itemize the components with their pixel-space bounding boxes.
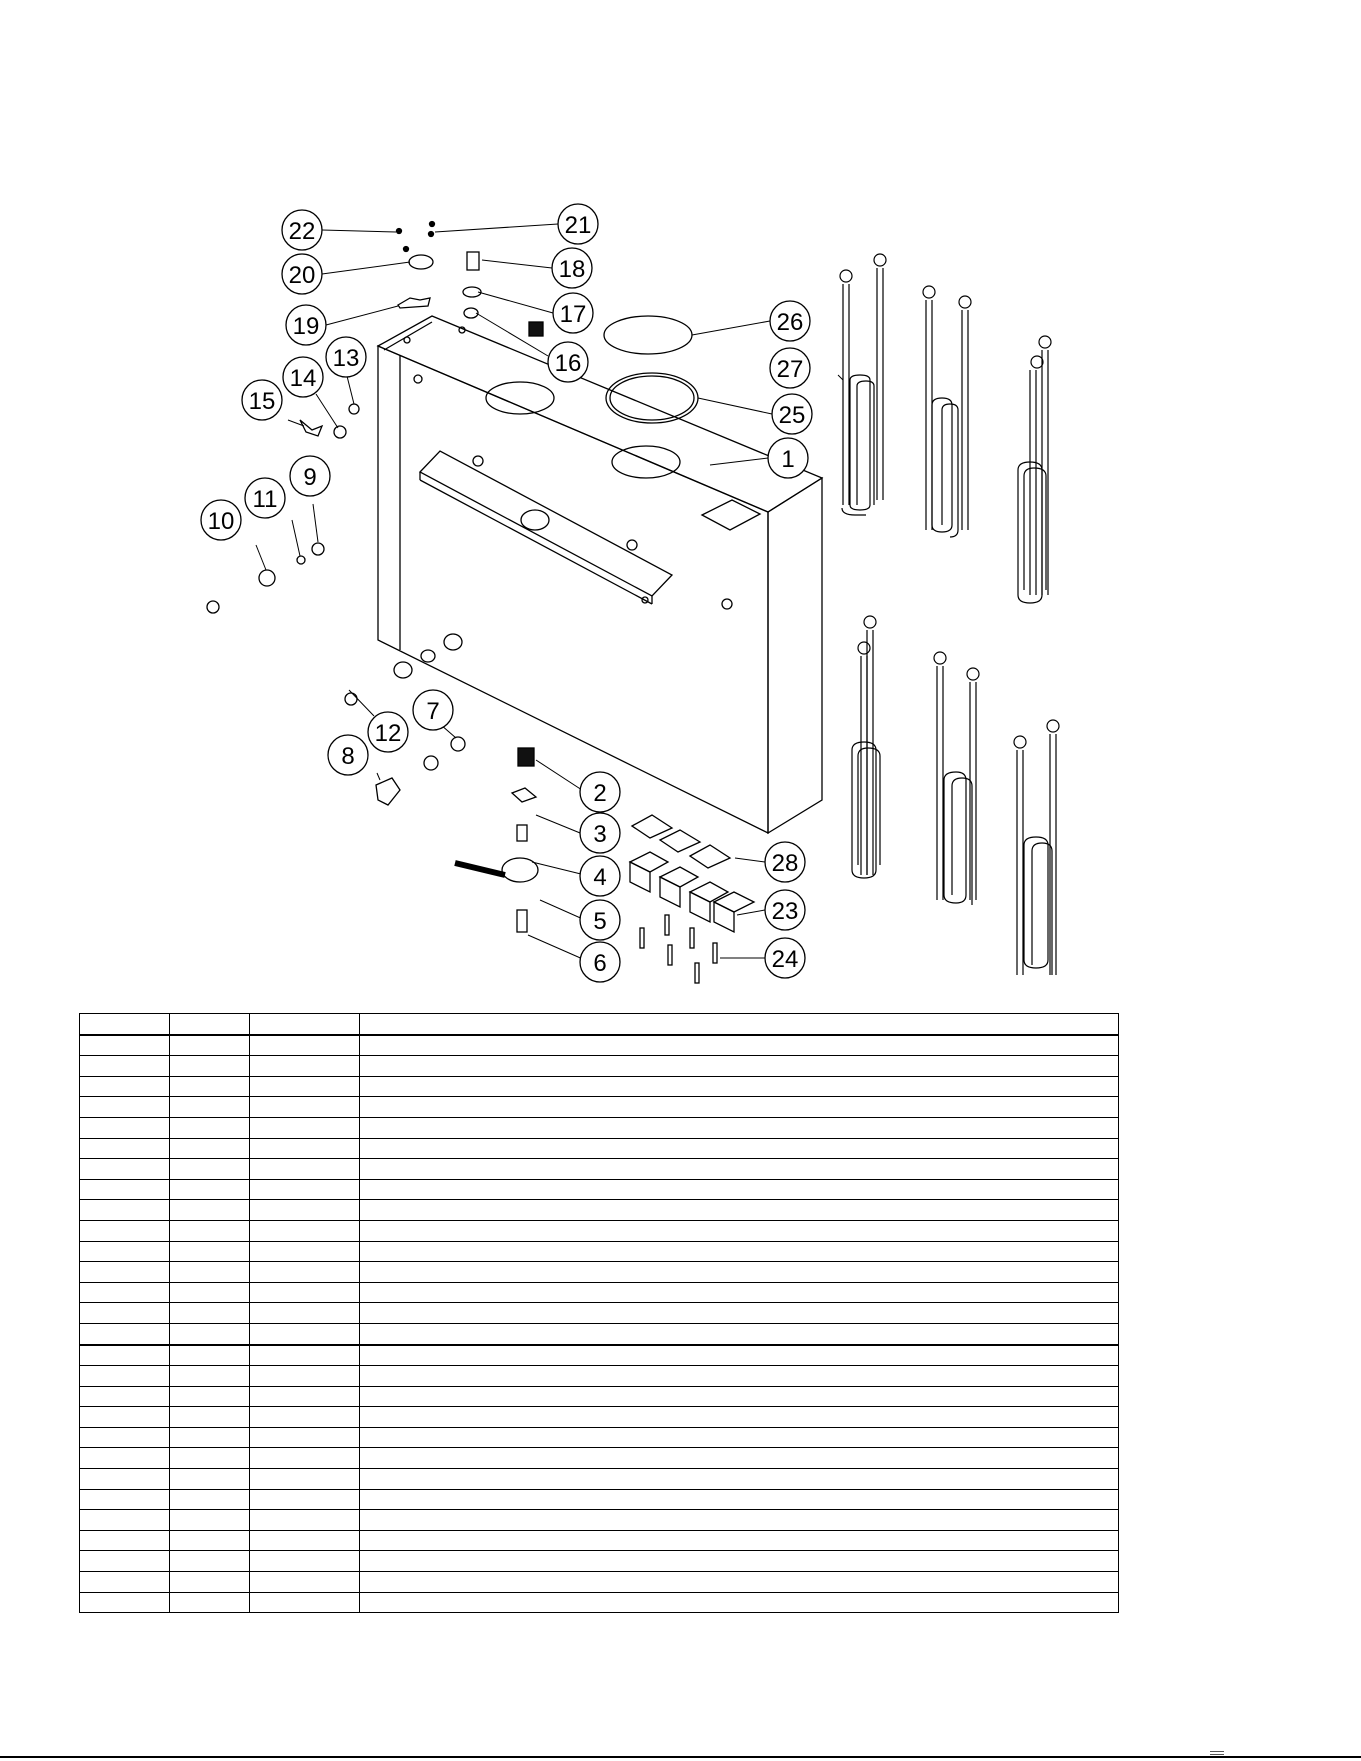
table-cell: [170, 1551, 250, 1572]
table-cell: [250, 1448, 360, 1469]
svg-text:25: 25: [778, 402, 806, 429]
svg-text:19: 19: [292, 313, 320, 340]
table-cell: [250, 1262, 360, 1283]
table-row: [80, 1469, 1119, 1490]
table-cell: [360, 1448, 1119, 1469]
table-cell: [250, 1241, 360, 1262]
callout-balloons: [201, 204, 812, 982]
table-cell: [250, 1427, 360, 1448]
table-cell: [170, 1407, 250, 1428]
callout-3: [580, 813, 620, 853]
callout-23: [765, 890, 805, 930]
callout-16: [548, 342, 588, 382]
callout-27: [770, 348, 810, 388]
table-cell: [250, 1200, 360, 1221]
svg-text:21: 21: [564, 212, 592, 239]
table-cell: [80, 1572, 170, 1593]
table-cell: [170, 1323, 250, 1344]
table-header-cell: [360, 1014, 1119, 1035]
svg-text:27: 27: [776, 356, 804, 383]
svg-text:14: 14: [289, 365, 317, 392]
callout-4: [580, 856, 620, 896]
table-cell: [360, 1076, 1119, 1097]
svg-text:17: 17: [559, 301, 587, 328]
table-cell: [170, 1138, 250, 1159]
table-cell: [360, 1262, 1119, 1283]
table-cell: [170, 1469, 250, 1490]
table-cell: [360, 1035, 1119, 1056]
table-cell: [80, 1448, 170, 1469]
callout-5: [580, 900, 620, 940]
table-cell: [360, 1469, 1119, 1490]
table-row: [80, 1551, 1119, 1572]
callout-10: [201, 500, 241, 540]
table-cell: [360, 1159, 1119, 1180]
svg-text:16: 16: [554, 350, 582, 377]
callout-15: [242, 380, 282, 420]
table-row: [80, 1179, 1119, 1200]
svg-text:1: 1: [781, 446, 795, 473]
table-row: [80, 1117, 1119, 1138]
table-cell: [360, 1592, 1119, 1613]
table-row: [80, 1530, 1119, 1551]
table-header-row: [80, 1014, 1119, 1035]
table-cell: [250, 1097, 360, 1118]
table-cell: [360, 1489, 1119, 1510]
callout-17: [553, 293, 593, 333]
table-cell: [170, 1200, 250, 1221]
table-row: [80, 1427, 1119, 1448]
svg-text:11: 11: [252, 486, 278, 513]
table-cell: [170, 1489, 250, 1510]
callout-26: [770, 301, 810, 341]
callout-19: [286, 305, 326, 345]
svg-text:22: 22: [288, 218, 316, 245]
table-row: [80, 1056, 1119, 1077]
callout-1: [768, 438, 808, 478]
table-cell: [170, 1056, 250, 1077]
table-cell: [170, 1448, 250, 1469]
table-cell: [170, 1159, 250, 1180]
table-row: [80, 1448, 1119, 1469]
table-cell: [250, 1489, 360, 1510]
table-cell: [170, 1179, 250, 1200]
table-cell: [170, 1241, 250, 1262]
table-cell: [250, 1386, 360, 1407]
table-cell: [170, 1572, 250, 1593]
table-cell: [360, 1572, 1119, 1593]
table-cell: [360, 1323, 1119, 1344]
table-cell: [80, 1510, 170, 1531]
table-cell: [250, 1407, 360, 1428]
table-cell: [170, 1035, 250, 1056]
table-cell: [250, 1220, 360, 1241]
svg-text:12: 12: [374, 720, 402, 747]
table-cell: [80, 1345, 170, 1366]
table-cell: [170, 1592, 250, 1613]
table-row: [80, 1510, 1119, 1531]
table-cell: [170, 1303, 250, 1324]
table-cell: [250, 1366, 360, 1387]
table-cell: [80, 1282, 170, 1303]
table-cell: [360, 1179, 1119, 1200]
table-cell: [360, 1097, 1119, 1118]
table-cell: [360, 1551, 1119, 1572]
table-cell: [170, 1097, 250, 1118]
table-cell: [80, 1386, 170, 1407]
table-row: [80, 1076, 1119, 1097]
callout-25: [772, 394, 812, 434]
table-cell: [360, 1407, 1119, 1428]
table-row: [80, 1386, 1119, 1407]
svg-text:20: 20: [288, 262, 316, 289]
table-row: [80, 1262, 1119, 1283]
table-cell: [80, 1138, 170, 1159]
table-cell: [80, 1076, 170, 1097]
table-cell: [360, 1427, 1119, 1448]
table-cell: [80, 1035, 170, 1056]
callout-13: [326, 337, 366, 377]
table-cell: [170, 1220, 250, 1241]
table-cell: [80, 1366, 170, 1387]
table-row: [80, 1345, 1119, 1366]
table-row: [80, 1323, 1119, 1344]
callout-20: [282, 254, 322, 294]
table-cell: [250, 1076, 360, 1097]
table-row: [80, 1366, 1119, 1387]
table-cell: [170, 1427, 250, 1448]
footer-mark: [1210, 1751, 1224, 1755]
callout-11: [245, 478, 285, 518]
tank-body: [378, 316, 822, 833]
table-cell: [80, 1117, 170, 1138]
svg-text:6: 6: [593, 950, 607, 977]
table-cell: [80, 1303, 170, 1324]
terminal-blocks: [630, 852, 754, 932]
table-row: [80, 1592, 1119, 1613]
table-row: [80, 1407, 1119, 1428]
table-cell: [170, 1262, 250, 1283]
table-cell: [80, 1427, 170, 1448]
table-cell: [360, 1138, 1119, 1159]
table-cell: [360, 1345, 1119, 1366]
table-cell: [80, 1407, 170, 1428]
table-row: [80, 1303, 1119, 1324]
table-row: [80, 1097, 1119, 1118]
table-cell: [170, 1386, 250, 1407]
table-row: [80, 1489, 1119, 1510]
table-cell: [250, 1282, 360, 1303]
table-cell: [170, 1117, 250, 1138]
table-cell: [80, 1323, 170, 1344]
table-cell: [250, 1530, 360, 1551]
table-cell: [170, 1510, 250, 1531]
table-cell: [80, 1489, 170, 1510]
table-cell: [250, 1056, 360, 1077]
table-cell: [250, 1117, 360, 1138]
svg-text:7: 7: [426, 698, 440, 725]
callout-21: [558, 204, 598, 244]
table-header-cell: [250, 1014, 360, 1035]
callout-22: [282, 210, 322, 250]
parts-list-table: [79, 1013, 1119, 1613]
svg-text:23: 23: [771, 898, 799, 925]
svg-text:26: 26: [776, 309, 804, 336]
footer-rule: [0, 1756, 1361, 1758]
table-cell: [170, 1530, 250, 1551]
table-cell: [170, 1282, 250, 1303]
table-row: [80, 1159, 1119, 1180]
table-header-cell: [170, 1014, 250, 1035]
callout-7: [413, 690, 453, 730]
leader-lines: [256, 224, 843, 960]
callout-14: [283, 357, 323, 397]
table-cell: [250, 1510, 360, 1531]
table-cell: [170, 1076, 250, 1097]
table-cell: [80, 1220, 170, 1241]
table-cell: [250, 1159, 360, 1180]
table-cell: [360, 1220, 1119, 1241]
table-cell: [250, 1345, 360, 1366]
table-cell: [250, 1323, 360, 1344]
table-row: [80, 1138, 1119, 1159]
table-cell: [250, 1572, 360, 1593]
table-cell: [360, 1366, 1119, 1387]
table-cell: [360, 1303, 1119, 1324]
table-cell: [250, 1138, 360, 1159]
table-row: [80, 1282, 1119, 1303]
table-cell: [80, 1097, 170, 1118]
svg-text:2: 2: [593, 780, 607, 807]
svg-text:8: 8: [341, 743, 355, 770]
callout-2: [580, 772, 620, 812]
table-row: [80, 1241, 1119, 1262]
table-cell: [80, 1551, 170, 1572]
table-cell: [250, 1035, 360, 1056]
table-cell: [170, 1366, 250, 1387]
table-cell: [80, 1592, 170, 1613]
svg-text:5: 5: [593, 908, 607, 935]
callout-6: [580, 942, 620, 982]
table-cell: [80, 1159, 170, 1180]
heating-elements: [840, 254, 1059, 975]
callout-24: [765, 938, 805, 978]
table-cell: [80, 1200, 170, 1221]
callout-12: [368, 712, 408, 752]
table-cell: [250, 1469, 360, 1490]
svg-text:3: 3: [593, 821, 607, 848]
callout-18: [552, 248, 592, 288]
table-cell: [170, 1345, 250, 1366]
table-cell: [250, 1303, 360, 1324]
svg-text:4: 4: [593, 864, 607, 891]
table-cell: [80, 1179, 170, 1200]
table-cell: [80, 1469, 170, 1490]
callout-9: [290, 456, 330, 496]
table-cell: [80, 1241, 170, 1262]
svg-text:10: 10: [207, 508, 235, 535]
table-cell: [360, 1056, 1119, 1077]
table-cell: [360, 1200, 1119, 1221]
table-cell: [80, 1262, 170, 1283]
svg-text:24: 24: [771, 946, 799, 973]
table-cell: [360, 1241, 1119, 1262]
table-cell: [360, 1386, 1119, 1407]
table-cell: [80, 1056, 170, 1077]
callout-8: [328, 735, 368, 775]
table-row: [80, 1035, 1119, 1056]
table-cell: [360, 1282, 1119, 1303]
table-cell: [250, 1592, 360, 1613]
table-cell: [80, 1530, 170, 1551]
table-row: [80, 1200, 1119, 1221]
table-cell: [360, 1117, 1119, 1138]
callout-28: [765, 842, 805, 882]
table-cell: [360, 1530, 1119, 1551]
table-header-cell: [80, 1014, 170, 1035]
svg-text:28: 28: [771, 850, 799, 877]
table-cell: [360, 1510, 1119, 1531]
table-row: [80, 1220, 1119, 1241]
svg-text:13: 13: [332, 345, 360, 372]
svg-text:9: 9: [303, 464, 317, 491]
table-cell: [250, 1551, 360, 1572]
table-row: [80, 1572, 1119, 1593]
svg-text:18: 18: [558, 256, 586, 283]
table-cell: [250, 1179, 360, 1200]
svg-text:15: 15: [248, 388, 276, 415]
